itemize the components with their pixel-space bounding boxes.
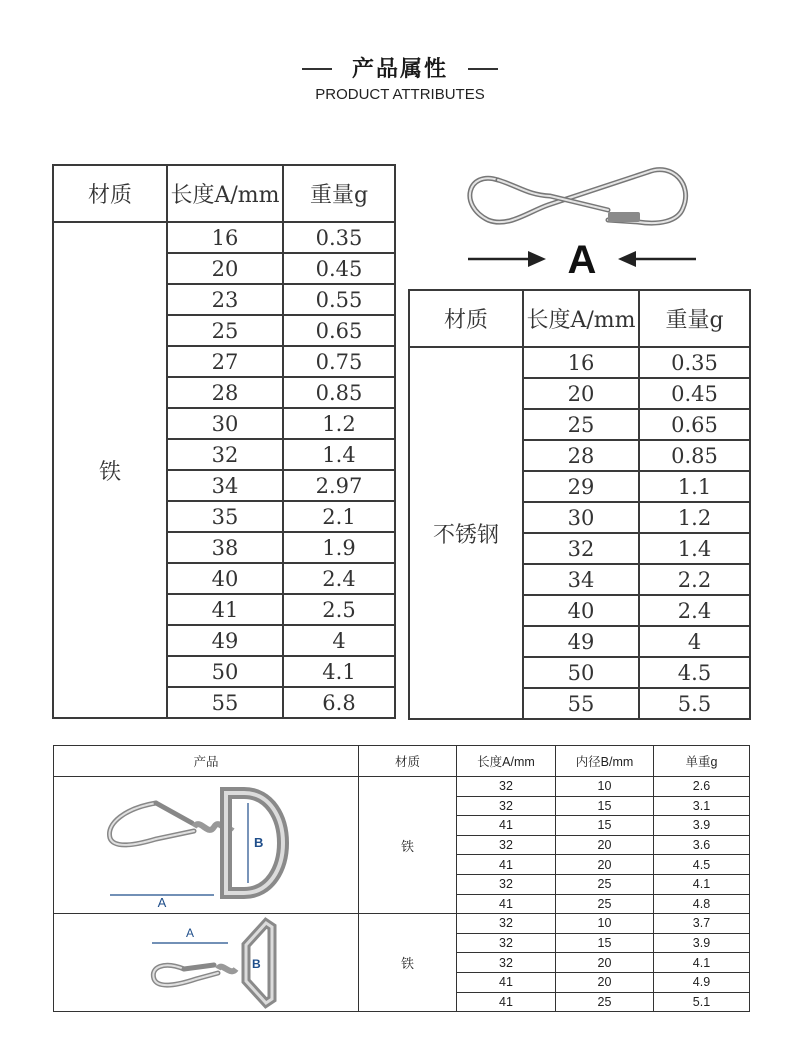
product-image-cell — [54, 777, 359, 914]
dimension-a-label: A — [567, 238, 597, 282]
length-cell: 16 — [167, 222, 283, 253]
table-header-row — [409, 290, 750, 347]
weight-cell: 0.45 — [283, 253, 395, 284]
weight-cell: 2.97 — [283, 470, 395, 501]
material-cell: 铁 — [53, 222, 167, 718]
inner-diameter-cell: 10 — [556, 914, 654, 934]
weight-cell: 1.4 — [283, 439, 395, 470]
material-cell: 不锈钢 — [409, 347, 523, 719]
col-inner-header: 内径B/mm — [556, 746, 654, 777]
weight-cell: 1.2 — [283, 408, 395, 439]
unit-weight-cell: 3.6 — [654, 835, 750, 855]
length-cell: 34 — [523, 564, 639, 595]
length-cell: 20 — [167, 253, 283, 284]
col-material-header: 材质 — [359, 746, 457, 777]
length-cell: 41 — [167, 594, 283, 625]
col-product-header: 产品 — [54, 746, 359, 777]
inner-diameter-cell: 15 — [556, 933, 654, 953]
length-cell: 20 — [523, 378, 639, 409]
weight-cell: 0.85 — [639, 440, 750, 471]
length-cell: 34 — [167, 470, 283, 501]
inner-diameter-cell: 25 — [556, 894, 654, 914]
title-rule-right — [468, 68, 498, 70]
table-row — [53, 222, 395, 253]
inner-diameter-cell: 20 — [556, 953, 654, 973]
weight-cell: 2.4 — [639, 595, 750, 626]
weight-cell: 6.8 — [283, 687, 395, 718]
length-cell: 30 — [167, 408, 283, 439]
length-cell: 25 — [523, 409, 639, 440]
length-cell: 30 — [523, 502, 639, 533]
length-cell: 28 — [167, 377, 283, 408]
weight-cell: 1.9 — [283, 532, 395, 563]
dimension-b-label: B — [254, 834, 264, 850]
weight-cell: 2.1 — [283, 501, 395, 532]
length-cell: 32 — [457, 777, 556, 797]
weight-cell: 2.2 — [639, 564, 750, 595]
weight-cell: 4 — [283, 625, 395, 656]
material-cell: 铁 — [359, 777, 457, 914]
weight-cell: 0.65 — [639, 409, 750, 440]
length-cell: 40 — [523, 595, 639, 626]
unit-weight-cell: 5.1 — [654, 992, 750, 1012]
weight-cell: 1.4 — [639, 533, 750, 564]
dimension-a-label: A — [185, 926, 195, 941]
length-cell: 25 — [167, 315, 283, 346]
weight-cell: 0.65 — [283, 315, 395, 346]
dimension-a-label: A — [157, 894, 167, 908]
length-cell: 32 — [457, 835, 556, 855]
inner-diameter-cell: 10 — [556, 777, 654, 797]
length-cell: 32 — [167, 439, 283, 470]
material-cell: 铁 — [359, 914, 457, 1012]
length-cell: 50 — [523, 657, 639, 688]
unit-weight-cell: 3.1 — [654, 796, 750, 816]
unit-weight-cell: 3.9 — [654, 933, 750, 953]
col-weight-header: 重量g — [639, 290, 750, 347]
length-cell: 41 — [457, 855, 556, 875]
weight-cell: 0.35 — [283, 222, 395, 253]
length-cell: 32 — [457, 953, 556, 973]
unit-weight-cell: 4.1 — [654, 953, 750, 973]
table-row — [54, 777, 750, 797]
weight-cell: 0.85 — [283, 377, 395, 408]
unit-weight-cell: 4.9 — [654, 972, 750, 992]
length-cell: 55 — [167, 687, 283, 718]
unit-weight-cell: 4.8 — [654, 894, 750, 914]
length-cell: 49 — [523, 626, 639, 657]
col-material-header: 材质 — [409, 290, 523, 347]
length-cell: 32 — [457, 796, 556, 816]
inner-diameter-cell: 15 — [556, 796, 654, 816]
length-cell: 29 — [523, 471, 639, 502]
arrow-right-icon — [528, 251, 546, 267]
weight-cell: 4.1 — [283, 656, 395, 687]
weight-cell: 1.2 — [639, 502, 750, 533]
iron-spec-table — [52, 164, 396, 719]
unit-weight-cell: 3.7 — [654, 914, 750, 934]
length-cell: 41 — [457, 894, 556, 914]
inner-diameter-cell: 20 — [556, 835, 654, 855]
col-length-header: 长度A/mm — [523, 290, 639, 347]
inner-diameter-cell: 20 — [556, 855, 654, 875]
table-row — [54, 914, 750, 934]
col-length-header: 长度A/mm — [167, 165, 283, 222]
length-cell: 32 — [457, 933, 556, 953]
unit-weight-cell: 2.6 — [654, 777, 750, 797]
length-cell: 41 — [457, 816, 556, 836]
length-cell: 41 — [457, 972, 556, 992]
page-title: 产品属性 — [351, 57, 448, 82]
col-weight-header: 单重g — [654, 746, 750, 777]
product-image-cell — [54, 914, 359, 1012]
unit-weight-cell: 4.5 — [654, 855, 750, 875]
length-cell: 32 — [457, 874, 556, 894]
weight-cell: 0.75 — [283, 346, 395, 377]
unit-weight-cell: 3.9 — [654, 816, 750, 836]
weight-cell: 0.55 — [283, 284, 395, 315]
weight-cell: 1.1 — [639, 471, 750, 502]
length-cell: 35 — [167, 501, 283, 532]
inner-diameter-cell: 15 — [556, 816, 654, 836]
table-row — [409, 347, 750, 378]
table-header-row — [53, 165, 395, 222]
col-length-header: 长度A/mm — [457, 746, 556, 777]
table-header-row — [54, 746, 750, 777]
weight-cell: 4 — [639, 626, 750, 657]
arrow-left-icon — [618, 251, 636, 267]
col-material-header: 材质 — [53, 165, 167, 222]
length-cell: 40 — [167, 563, 283, 594]
inner-diameter-cell: 25 — [556, 992, 654, 1012]
page-subtitle: PRODUCT ATTRIBUTES — [315, 86, 485, 103]
swivel-hook-spec-table — [53, 745, 750, 1012]
weight-cell: 5.5 — [639, 688, 750, 719]
weight-cell: 0.45 — [639, 378, 750, 409]
length-cell: 27 — [167, 346, 283, 377]
length-cell: 49 — [167, 625, 283, 656]
dimension-b-label: B — [252, 957, 261, 972]
col-weight-header: 重量g — [283, 165, 395, 222]
length-cell: 55 — [523, 688, 639, 719]
length-cell: 38 — [167, 532, 283, 563]
snap-hook-illustration — [458, 150, 698, 230]
weight-cell: 4.5 — [639, 657, 750, 688]
length-cell: 16 — [523, 347, 639, 378]
length-cell: 28 — [523, 440, 639, 471]
weight-cell: 2.5 — [283, 594, 395, 625]
length-cell: 41 — [457, 992, 556, 1012]
weight-cell: 0.35 — [639, 347, 750, 378]
length-cell: 23 — [167, 284, 283, 315]
length-cell: 32 — [523, 533, 639, 564]
weight-cell: 2.4 — [283, 563, 395, 594]
inner-diameter-cell: 20 — [556, 972, 654, 992]
length-cell: 50 — [167, 656, 283, 687]
inner-diameter-cell: 25 — [556, 874, 654, 894]
unit-weight-cell: 4.1 — [654, 874, 750, 894]
stainless-spec-table — [408, 289, 751, 720]
length-cell: 32 — [457, 914, 556, 934]
dimension-a-indicator — [466, 236, 698, 282]
